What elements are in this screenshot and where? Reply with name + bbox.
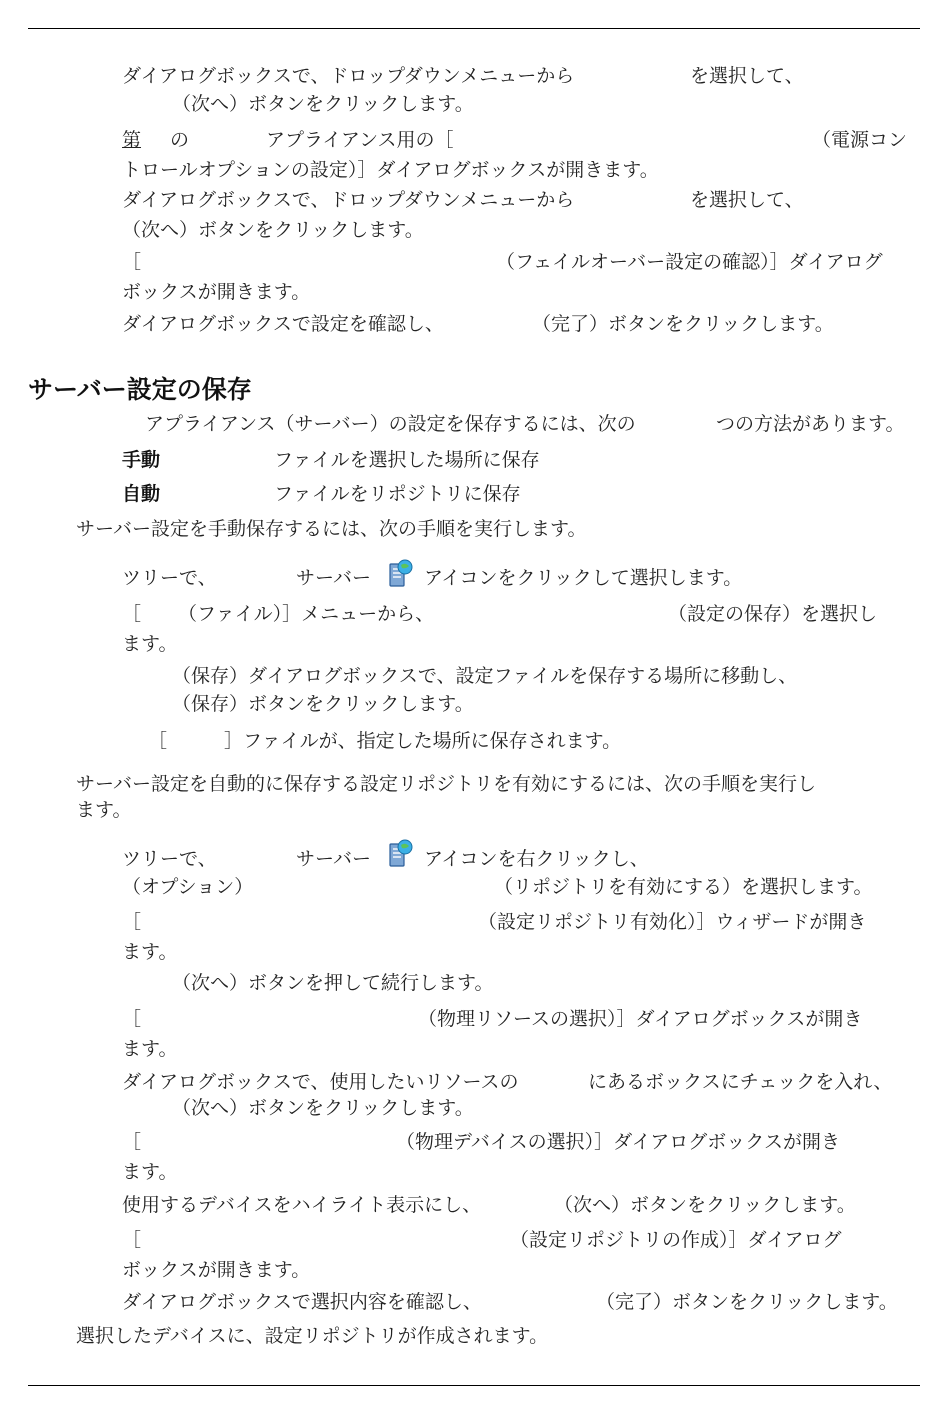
text-line: アプライアンス用の［	[266, 129, 454, 151]
text-line: サーバー	[296, 567, 372, 589]
method-desc: ファイルをリポジトリに保存	[274, 483, 521, 505]
bottom-rule	[28, 1385, 920, 1386]
text-line: ［	[122, 603, 142, 625]
text-line: つの方法があります。	[716, 413, 905, 435]
text-line: ツリーで、	[122, 848, 217, 870]
text-line: （次へ）ボタンをクリックします。	[172, 93, 474, 115]
text-line: （電源コン	[812, 129, 908, 151]
text-line: の	[170, 129, 190, 151]
text-line: ダイアログボックスで、ドロップダウンメニューから	[122, 65, 575, 87]
text-line: （設定リポジトリの作成）］ダイアログ	[510, 1229, 842, 1251]
text-line: ます。	[76, 799, 132, 821]
text-line: （リポジトリを有効にする）を選択します。	[494, 876, 873, 898]
server-icon	[388, 558, 414, 593]
text-line: アイコンをクリックして選択します。	[424, 567, 743, 589]
method-desc: ファイルを選択した場所に保存	[274, 449, 540, 471]
text-line: サーバー設定を手動保存するには、次の手順を実行します。	[76, 518, 587, 540]
text-line: （次へ）ボタンをクリックします。	[172, 1097, 474, 1119]
text-line: （フェイルオーバー設定の確認）］ダイアログ	[496, 251, 883, 273]
text-line: ダイアログボックスで、使用したいリソースの	[122, 1071, 519, 1093]
text-line: （完了）ボタンをクリックします。	[596, 1291, 898, 1313]
method-term: 手動	[122, 449, 161, 471]
text-line: （設定の保存）を選択し	[668, 603, 878, 625]
text-line: ［	[122, 1229, 142, 1251]
server-icon	[388, 838, 414, 873]
text-line: サーバー設定を自動的に保存する設定リポジトリを有効にするには、次の手順を実行し	[76, 773, 817, 795]
text-line: トロールオプションの設定）］ダイアログボックスが開きます。	[122, 159, 659, 181]
text-line: ［	[122, 911, 142, 933]
text-line: アイコンを右クリックし、	[424, 848, 649, 870]
text-line: （保存）ボタンをクリックします。	[172, 693, 474, 715]
text-line: （次へ）ボタンをクリックします。	[122, 219, 424, 241]
text-line: （物理リソースの選択）］ダイアログボックスが開き	[418, 1008, 863, 1030]
text-line: ］ファイルが、指定した場所に保存されます。	[224, 730, 622, 752]
text-line: （保存）ダイアログボックスで、設定ファイルを保存する場所に移動し、	[172, 665, 798, 687]
text-line: ボックスが開きます。	[122, 1259, 311, 1281]
text-line: （オプション）	[122, 876, 254, 898]
text-line: ［	[148, 730, 168, 752]
text-line: ［	[122, 1008, 142, 1030]
text-line: ます。	[122, 1161, 178, 1183]
text-line: 使用するデバイスをハイライト表示にし、	[122, 1194, 482, 1216]
text-line: ボックスが開きます。	[122, 281, 311, 303]
text-line: （設定リポジトリ有効化）］ウィザードが開き	[478, 911, 867, 933]
text-line: ます。	[122, 633, 178, 655]
text-line: を選択して、	[690, 189, 804, 211]
text-line: ダイアログボックスで、ドロップダウンメニューから	[122, 189, 575, 211]
text-line: にあるボックスにチェックを入れ、	[588, 1071, 893, 1093]
top-rule	[28, 28, 920, 29]
text-line: （次へ）ボタンをクリックします。	[554, 1194, 856, 1216]
text-line: ます。	[122, 941, 178, 963]
text-line: （完了）ボタンをクリックします。	[532, 313, 834, 335]
text-line: を選択して、	[690, 65, 804, 87]
ordinal-label: 第	[122, 129, 142, 151]
text-line: ［	[122, 251, 142, 273]
text-line: ダイアログボックスで選択内容を確認し、	[122, 1291, 482, 1313]
text-line: ［	[122, 1131, 142, 1153]
text-line: ダイアログボックスで設定を確認し、	[122, 313, 444, 335]
text-line: サーバー	[296, 848, 372, 870]
text-line: （次へ）ボタンを押して続行します。	[172, 972, 494, 994]
text-line: ツリーで、	[122, 567, 217, 589]
text-line: ます。	[122, 1038, 178, 1060]
text-line: （物理デバイスの選択）］ダイアログボックスが開き	[396, 1131, 841, 1153]
text-line: 選択したデバイスに、設定リポジトリが作成されます。	[76, 1325, 549, 1347]
text-line: アプライアンス（サーバー）の設定を保存するには、次の	[145, 413, 636, 435]
text-line: （ファイル）］メニューから、	[178, 603, 435, 625]
method-term: 自動	[122, 483, 161, 505]
section-title: サーバー設定の保存	[28, 375, 252, 404]
